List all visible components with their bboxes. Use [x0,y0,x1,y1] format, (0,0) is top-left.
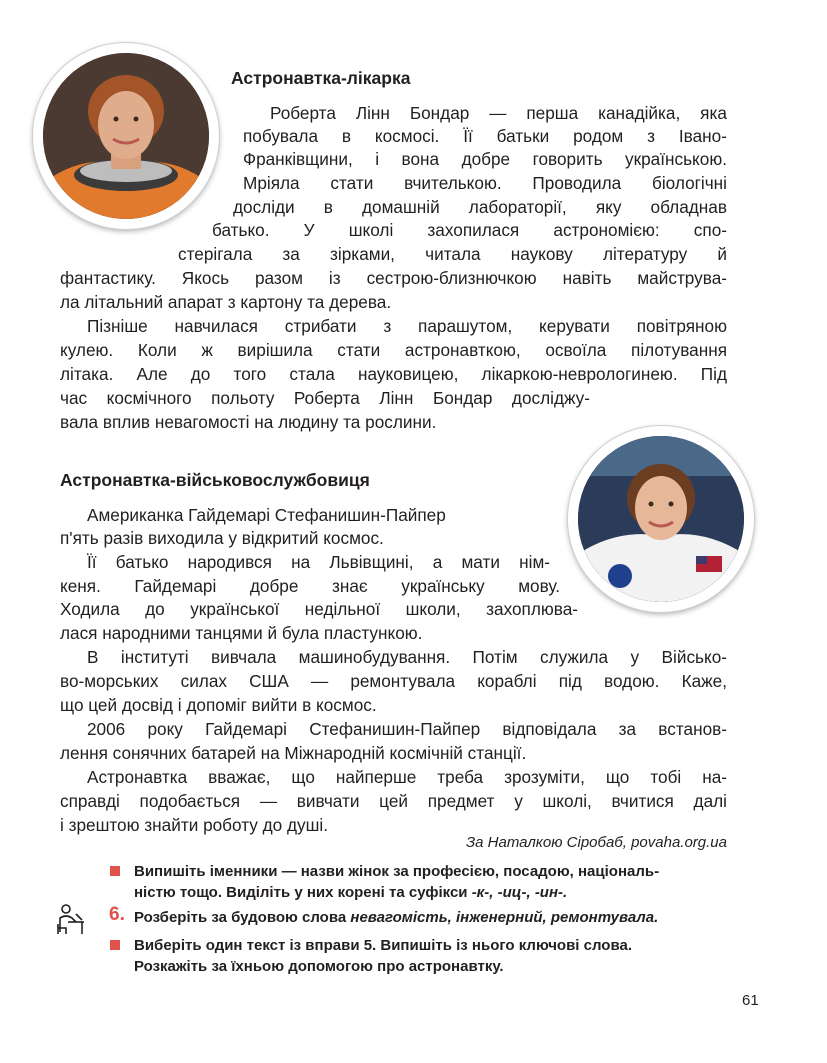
suffix-k: -к-, [471,884,494,901]
photo-roberta-bondar [33,43,219,229]
article-1-line-4: Мріяла стати вчителькою. Проводила біологічні [243,173,727,193]
suffix-yts: -иц-, [497,884,531,901]
article-1-line-12: літака. Але до того стала науковицею, лікаркою-неврологинею. Під [60,364,727,384]
article-1-line-9: ла літальний апарат з картону та дерева. [60,292,392,312]
task-2-text: Розберіть за будовою слова [134,909,347,926]
article-1-line-8: фантастику. Якось разом із сестрою-близнючкою навіть майструва- [60,268,727,288]
article-1-line-10: Пізніше навчилася стрибати з парашутом, керувати повітряною [87,316,727,336]
article-1-line-3: Франківщини, і вона добре говорить українською. [243,149,727,169]
article-2-line-8: во-морських силах США — ремонтувала кораблі під водою. Каже, [60,671,727,691]
article-2-line-4: кеня. Гайдемарі добре знає українську мову. [60,576,560,596]
article-1-line-13: час космічного польоту Роберта Лінн Бондар досліджу- [60,388,590,408]
article-1-line-7: стерігала за зірками, читала наукову літературу й [178,244,727,264]
article-2-line-2: п'ять разів виходила у відкритий космос. [60,528,384,548]
article-2-line-11: лення сонячних батарей на Міжнародній космічній станції. [60,743,527,763]
article-2-line-13: справді подобається — вивчати цей предмет у школі, вчитися далі [60,791,727,811]
article-1-line-14: вала вплив невагомості на людину та рослини. [60,412,437,432]
page-number: 61 [742,992,759,1009]
article-2-line-9: що цей досвід і допоміг вийти в космос. [60,695,377,715]
photo-heidemarie-stefanyshyn-piper [568,426,754,612]
task-1-line-2 [134,882,567,903]
astronaut-portrait-1 [43,53,209,219]
article-2-heading: Астронавтка-військовослужбовиця [60,470,370,490]
article-2-line-1: Американка Гайдемарі Стефанишин-Пайпер [87,505,446,525]
source-attribution: За Наталкою Сіробаб, povaha.org.ua [465,834,727,851]
task-2-number: 6. [109,904,125,925]
article-1-line-2: побувала в космосі. Її батьки родом з Івано- [243,126,727,146]
article-2-line-10: 2006 року Гайдемарі Стефанишин-Пайпер відповідала за встанов- [87,719,727,739]
article-1-line-5: досліди в домашній лабораторії, яку обладнав [233,197,727,217]
task-3-line-2: Розкажіть за їхньою допомогою про астронавтку. [134,958,504,975]
article-1-line-1: Роберта Лінн Бондар — перша канадійка, яка [270,103,727,123]
suffix-yn: -ин-. [534,884,568,901]
article-1-heading: Астронавтка-лікарка [231,68,411,88]
task-bullet-1 [110,866,120,876]
astronaut-portrait-2 [578,436,744,602]
task-3-line-1: Виберіть один текст із вправи 5. Випишіть із нього ключові слова. [134,937,632,954]
article-2-line-6: лася народними танцями й була пластункою. [60,623,423,643]
article-2-line-14: і зрештою знайти роботу до душі. [60,815,329,835]
article-2-line-5: Ходила до української недільної школи, захоплюва- [60,599,578,619]
article-2-line-3: Її батько народився на Львівщині, а мати нім- [87,552,550,572]
task-2-line [134,907,658,928]
task-1-text: ністю тощо. Виділіть у них корені та суфікси [134,884,468,901]
article-2-line-7: В інституті вивчала машинобудування. Потім служила у Військо- [87,647,727,667]
article-1-line-6: батько. У школі захопилася астрономією: спо- [212,220,727,240]
writing-student-icon [54,902,90,938]
article-2-line-12: Астронавтка вважає, що найперше треба зрозуміти, що тобі на- [87,767,727,787]
task-1-line-1: Випишіть іменники — назви жінок за професією, посадою, національ- [134,863,660,880]
task-2-words: невагомість, інженерний, ремонтувала. [350,909,659,926]
task-bullet-3 [110,940,120,950]
article-1-line-11: кулею. Коли ж вирішила стати астронавткою, освоїла пілотування [60,340,727,360]
